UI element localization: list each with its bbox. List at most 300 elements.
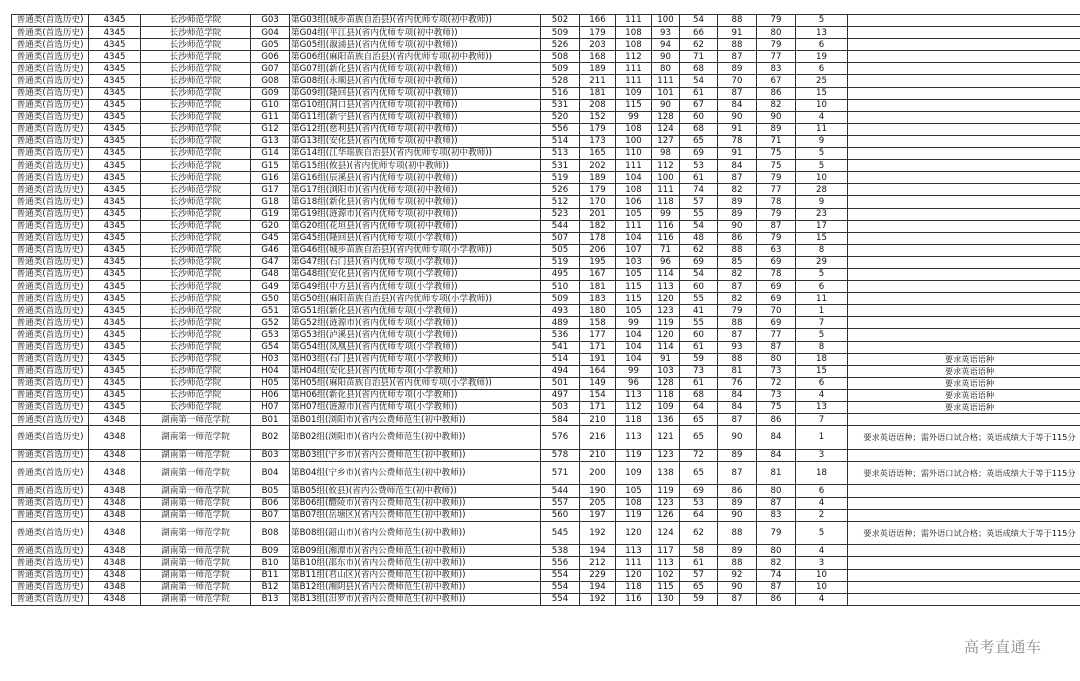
- cell-english-score: 55: [680, 293, 718, 305]
- cell-math-score: 123: [652, 449, 680, 461]
- cell-category: 普通类(首选历史): [12, 341, 89, 353]
- cell-group-name: 第H07组(涟源市)(省内优师专项(小学教师)): [290, 402, 541, 414]
- cell-school-code: 4345: [89, 123, 141, 135]
- cell-category: 普通类(首选历史): [12, 569, 89, 581]
- cell-history-score: 181: [580, 87, 616, 99]
- cell-geography-score: 80: [757, 353, 796, 365]
- cell-english-score: 72: [680, 449, 718, 461]
- cell-school-code: 4348: [89, 485, 141, 497]
- cell-geography-score: 70: [757, 305, 796, 317]
- cell-history-score: 216: [580, 426, 616, 450]
- cell-group-name: 第G17组(浏阳市)(省内优师专项(初中教师)): [290, 184, 541, 196]
- table-row: [12, 15, 1080, 27]
- table-row: [12, 402, 1080, 414]
- cell-history-score: 212: [580, 557, 616, 569]
- cell-group-code: G09: [251, 87, 290, 99]
- cell-group-name: 第G19组(涟源市)(省内优师专项(初中教师)): [290, 208, 541, 220]
- cell-group-name: 第G10组(洞口县)(省内优师专项(初中教师)): [290, 99, 541, 111]
- cell-school-code: 4345: [89, 281, 141, 293]
- cell-remark: [848, 317, 1080, 329]
- cell-group-code: G15: [251, 160, 290, 172]
- cell-politics-score: 93: [718, 341, 757, 353]
- cell-category: 普通类(首选历史): [12, 244, 89, 256]
- cell-total-score: 557: [541, 497, 580, 509]
- cell-rank-count: 5: [796, 15, 848, 27]
- cell-chinese-score: 119: [616, 449, 652, 461]
- cell-remark: [848, 208, 1080, 220]
- cell-english-score: 60: [680, 111, 718, 123]
- cell-politics-score: 88: [718, 15, 757, 27]
- cell-total-score: 523: [541, 208, 580, 220]
- table-row: [12, 172, 1080, 184]
- cell-english-score: 59: [680, 353, 718, 365]
- cell-chinese-score: 116: [616, 593, 652, 605]
- cell-chinese-score: 119: [616, 509, 652, 521]
- cell-remark: [848, 305, 1080, 317]
- cell-english-score: 65: [680, 414, 718, 426]
- cell-chinese-score: 112: [616, 51, 652, 63]
- cell-math-score: 136: [652, 414, 680, 426]
- cell-geography-score: 90: [757, 111, 796, 123]
- cell-school-name: 长沙师范学院: [141, 353, 251, 365]
- cell-history-score: 200: [580, 461, 616, 485]
- cell-school-name: 湖南第一师范学院: [141, 426, 251, 450]
- cell-history-score: 181: [580, 281, 616, 293]
- cell-remark: 要求英语语种: [848, 402, 1080, 414]
- cell-group-code: B12: [251, 581, 290, 593]
- cell-chinese-score: 108: [616, 123, 652, 135]
- cell-chinese-score: 108: [616, 39, 652, 51]
- cell-school-code: 4348: [89, 581, 141, 593]
- cell-group-code: G17: [251, 184, 290, 196]
- cell-rank-count: 6: [796, 281, 848, 293]
- cell-english-score: 41: [680, 305, 718, 317]
- cell-politics-score: 90: [718, 426, 757, 450]
- cell-school-name: 长沙师范学院: [141, 208, 251, 220]
- cell-english-score: 62: [680, 39, 718, 51]
- cell-group-name: 第G20组(花垣县)(省内优师专项(初中教师)): [290, 220, 541, 232]
- cell-school-code: 4345: [89, 184, 141, 196]
- cell-history-score: 165: [580, 148, 616, 160]
- cell-politics-score: 86: [718, 232, 757, 244]
- cell-geography-score: 83: [757, 509, 796, 521]
- cell-english-score: 57: [680, 569, 718, 581]
- cell-group-name: 第G07组(新化县)(省内优师专项(初中教师)): [290, 63, 541, 75]
- cell-group-name: 第G51组(新化县)(省内优师专项(小学教师)): [290, 305, 541, 317]
- cell-category: 普通类(首选历史): [12, 75, 89, 87]
- cell-rank-count: 4: [796, 111, 848, 123]
- cell-history-score: 194: [580, 545, 616, 557]
- cell-remark: 要求英语语种: [848, 377, 1080, 389]
- cell-group-name: 第G52组(涟源市)(省内优师专项(小学教师)): [290, 317, 541, 329]
- cell-english-score: 55: [680, 208, 718, 220]
- cell-politics-score: 88: [718, 557, 757, 569]
- cell-history-score: 177: [580, 329, 616, 341]
- cell-politics-score: 82: [718, 184, 757, 196]
- cell-chinese-score: 118: [616, 414, 652, 426]
- cell-rank-count: 15: [796, 365, 848, 377]
- cell-group-name: 第G15组(攸县)(省内优师专项(初中教师)): [290, 160, 541, 172]
- cell-remark: [848, 569, 1080, 581]
- cell-chinese-score: 111: [616, 15, 652, 27]
- cell-category: 普通类(首选历史): [12, 593, 89, 605]
- cell-group-code: G11: [251, 111, 290, 123]
- cell-english-score: 69: [680, 256, 718, 268]
- cell-politics-score: 79: [718, 305, 757, 317]
- cell-category: 普通类(首选历史): [12, 232, 89, 244]
- table-row: [12, 99, 1080, 111]
- cell-chinese-score: 104: [616, 353, 652, 365]
- cell-history-score: 170: [580, 196, 616, 208]
- cell-geography-score: 67: [757, 75, 796, 87]
- cell-school-name: 长沙师范学院: [141, 39, 251, 51]
- cell-category: 普通类(首选历史): [12, 377, 89, 389]
- cell-english-score: 64: [680, 509, 718, 521]
- cell-rank-count: 5: [796, 148, 848, 160]
- cell-group-name: 第G04组(平江县)(省内优师专项(初中教师)): [290, 27, 541, 39]
- cell-english-score: 67: [680, 99, 718, 111]
- cell-chinese-score: 113: [616, 426, 652, 450]
- cell-english-score: 62: [680, 244, 718, 256]
- cell-remark: [848, 63, 1080, 75]
- cell-english-score: 53: [680, 160, 718, 172]
- cell-group-code: B01: [251, 414, 290, 426]
- cell-math-score: 80: [652, 63, 680, 75]
- cell-group-name: 第B05组(攸县)(省内公费师范生(初中教师)): [290, 485, 541, 497]
- cell-politics-score: 70: [718, 75, 757, 87]
- cell-math-score: 113: [652, 281, 680, 293]
- cell-english-score: 55: [680, 317, 718, 329]
- cell-group-name: 第G49组(中方县)(省内优师专项(小学教师)): [290, 281, 541, 293]
- cell-geography-score: 80: [757, 27, 796, 39]
- cell-rank-count: 3: [796, 449, 848, 461]
- cell-politics-score: 87: [718, 593, 757, 605]
- cell-rank-count: 4: [796, 389, 848, 401]
- cell-total-score: 494: [541, 365, 580, 377]
- cell-group-code: G49: [251, 281, 290, 293]
- cell-school-name: 长沙师范学院: [141, 63, 251, 75]
- cell-rank-count: 10: [796, 581, 848, 593]
- cell-total-score: 510: [541, 281, 580, 293]
- cell-english-score: 60: [680, 281, 718, 293]
- cell-math-score: 100: [652, 15, 680, 27]
- cell-school-code: 4345: [89, 293, 141, 305]
- cell-school-code: 4348: [89, 426, 141, 450]
- cell-chinese-score: 104: [616, 341, 652, 353]
- cell-politics-score: 81: [718, 365, 757, 377]
- cell-remark: [848, 293, 1080, 305]
- cell-remark: [848, 99, 1080, 111]
- cell-remark: [848, 509, 1080, 521]
- cell-math-score: 120: [652, 329, 680, 341]
- cell-school-code: 4348: [89, 569, 141, 581]
- cell-school-name: 长沙师范学院: [141, 51, 251, 63]
- cell-school-code: 4345: [89, 305, 141, 317]
- cell-chinese-score: 105: [616, 208, 652, 220]
- cell-politics-score: 91: [718, 148, 757, 160]
- cell-geography-score: 78: [757, 268, 796, 280]
- cell-group-code: G16: [251, 172, 290, 184]
- cell-group-name: 第G47组(石门县)(省内优师专项(小学教师)): [290, 256, 541, 268]
- cell-group-name: 第G06组(麻阳苗族自治县)(省内优师专项(初中教师)): [290, 51, 541, 63]
- cell-math-score: 116: [652, 220, 680, 232]
- cell-rank-count: 6: [796, 39, 848, 51]
- cell-school-name: 长沙师范学院: [141, 184, 251, 196]
- cell-group-code: B02: [251, 426, 290, 450]
- cell-english-score: 65: [680, 461, 718, 485]
- cell-category: 普通类(首选历史): [12, 99, 89, 111]
- cell-geography-score: 73: [757, 365, 796, 377]
- cell-group-name: 第G53组(泸溪县)(省内优师专项(小学教师)): [290, 329, 541, 341]
- cell-politics-score: 84: [718, 389, 757, 401]
- cell-group-name: 第G08组(永顺县)(省内优师专项(初中教师)): [290, 75, 541, 87]
- cell-category: 普通类(首选历史): [12, 497, 89, 509]
- cell-math-score: 91: [652, 353, 680, 365]
- table-row: [12, 545, 1080, 557]
- cell-history-score: 210: [580, 449, 616, 461]
- table-row: [12, 414, 1080, 426]
- cell-history-score: 195: [580, 256, 616, 268]
- cell-group-code: B08: [251, 521, 290, 545]
- cell-group-code: G10: [251, 99, 290, 111]
- cell-group-name: 第G12组(慈利县)(省内优师专项(初中教师)): [290, 123, 541, 135]
- cell-politics-score: 87: [718, 87, 757, 99]
- cell-geography-score: 79: [757, 232, 796, 244]
- cell-rank-count: 10: [796, 172, 848, 184]
- cell-school-code: 4345: [89, 15, 141, 27]
- watermark: 高考直通车: [964, 638, 1042, 656]
- cell-remark: [848, 15, 1080, 27]
- cell-school-name: 湖南第一师范学院: [141, 449, 251, 461]
- cell-school-name: 湖南第一师范学院: [141, 593, 251, 605]
- cell-rank-count: 9: [796, 135, 848, 147]
- cell-group-name: 第B11组(君山区)(省内公费师范生(初中教师)): [290, 569, 541, 581]
- cell-category: 普通类(首选历史): [12, 184, 89, 196]
- cell-school-name: 长沙师范学院: [141, 196, 251, 208]
- table-row: [12, 184, 1080, 196]
- cell-group-code: G08: [251, 75, 290, 87]
- cell-rank-count: 8: [796, 244, 848, 256]
- cell-rank-count: 6: [796, 485, 848, 497]
- cell-total-score: 512: [541, 196, 580, 208]
- cell-english-score: 61: [680, 557, 718, 569]
- cell-politics-score: 90: [718, 581, 757, 593]
- cell-rank-count: 5: [796, 160, 848, 172]
- cell-geography-score: 86: [757, 593, 796, 605]
- table-row: [12, 461, 1080, 485]
- cell-school-name: 长沙师范学院: [141, 15, 251, 27]
- cell-rank-count: 25: [796, 75, 848, 87]
- cell-remark: [848, 111, 1080, 123]
- cell-english-score: 59: [680, 593, 718, 605]
- cell-geography-score: 80: [757, 485, 796, 497]
- table-row: [12, 509, 1080, 521]
- cell-category: 普通类(首选历史): [12, 256, 89, 268]
- cell-history-score: 183: [580, 293, 616, 305]
- cell-total-score: 544: [541, 220, 580, 232]
- cell-rank-count: 29: [796, 256, 848, 268]
- cell-group-code: G06: [251, 51, 290, 63]
- cell-school-name: 长沙师范学院: [141, 305, 251, 317]
- cell-geography-score: 69: [757, 317, 796, 329]
- table-row: [12, 377, 1080, 389]
- cell-group-name: 第H03组(石门县)(省内优师专项(小学教师)): [290, 353, 541, 365]
- cell-geography-score: 81: [757, 461, 796, 485]
- cell-remark: [848, 184, 1080, 196]
- cell-group-code: G18: [251, 196, 290, 208]
- cell-chinese-score: 111: [616, 557, 652, 569]
- cell-history-score: 164: [580, 365, 616, 377]
- table-row: [12, 160, 1080, 172]
- cell-category: 普通类(首选历史): [12, 557, 89, 569]
- table-row: [12, 581, 1080, 593]
- cell-school-code: 4348: [89, 497, 141, 509]
- cell-total-score: 526: [541, 184, 580, 196]
- cell-math-score: 90: [652, 51, 680, 63]
- cell-rank-count: 6: [796, 63, 848, 75]
- cell-politics-score: 87: [718, 172, 757, 184]
- cell-geography-score: 75: [757, 148, 796, 160]
- cell-chinese-score: 100: [616, 135, 652, 147]
- cell-geography-score: 86: [757, 414, 796, 426]
- cell-school-name: 湖南第一师范学院: [141, 581, 251, 593]
- cell-group-code: G54: [251, 341, 290, 353]
- cell-math-score: 99: [652, 208, 680, 220]
- cell-total-score: 501: [541, 377, 580, 389]
- cell-category: 普通类(首选历史): [12, 521, 89, 545]
- cell-school-code: 4345: [89, 75, 141, 87]
- cell-group-name: 第G14组(江华瑶族自治县)(省内优师专项(初中教师)): [290, 148, 541, 160]
- cell-remark: [848, 414, 1080, 426]
- cell-group-code: B04: [251, 461, 290, 485]
- cell-category: 普通类(首选历史): [12, 545, 89, 557]
- cell-remark: [848, 196, 1080, 208]
- cell-chinese-score: 111: [616, 63, 652, 75]
- cell-geography-score: 82: [757, 99, 796, 111]
- cell-school-code: 4348: [89, 593, 141, 605]
- table-row: [12, 148, 1080, 160]
- cell-category: 普通类(首选历史): [12, 353, 89, 365]
- cell-group-code: H07: [251, 402, 290, 414]
- cell-math-score: 94: [652, 39, 680, 51]
- cell-history-score: 179: [580, 123, 616, 135]
- cell-group-code: G19: [251, 208, 290, 220]
- cell-math-score: 113: [652, 557, 680, 569]
- cell-rank-count: 19: [796, 51, 848, 63]
- cell-history-score: 171: [580, 402, 616, 414]
- cell-politics-score: 82: [718, 293, 757, 305]
- cell-english-score: 61: [680, 377, 718, 389]
- cell-school-name: 长沙师范学院: [141, 293, 251, 305]
- cell-english-score: 61: [680, 341, 718, 353]
- cell-rank-count: 5: [796, 521, 848, 545]
- cell-english-score: 74: [680, 184, 718, 196]
- cell-group-code: B03: [251, 449, 290, 461]
- cell-total-score: 554: [541, 581, 580, 593]
- cell-remark: [848, 148, 1080, 160]
- cell-total-score: 571: [541, 461, 580, 485]
- cell-school-code: 4345: [89, 196, 141, 208]
- cell-remark: 要求英语语种: [848, 389, 1080, 401]
- cell-math-score: 124: [652, 123, 680, 135]
- cell-chinese-score: 99: [616, 365, 652, 377]
- cell-category: 普通类(首选历史): [12, 414, 89, 426]
- cell-history-score: 171: [580, 341, 616, 353]
- cell-school-name: 湖南第一师范学院: [141, 461, 251, 485]
- cell-english-score: 69: [680, 148, 718, 160]
- cell-total-score: 497: [541, 389, 580, 401]
- cell-english-score: 68: [680, 389, 718, 401]
- cell-school-code: 4345: [89, 341, 141, 353]
- cell-english-score: 68: [680, 123, 718, 135]
- cell-chinese-score: 115: [616, 99, 652, 111]
- cell-total-score: 578: [541, 449, 580, 461]
- cell-remark: [848, 449, 1080, 461]
- cell-group-code: G48: [251, 268, 290, 280]
- cell-total-score: 536: [541, 329, 580, 341]
- cell-school-name: 长沙师范学院: [141, 135, 251, 147]
- cell-history-score: 154: [580, 389, 616, 401]
- cell-history-score: 192: [580, 521, 616, 545]
- cell-school-code: 4348: [89, 509, 141, 521]
- cell-school-name: 长沙师范学院: [141, 365, 251, 377]
- table-row: [12, 196, 1080, 208]
- cell-category: 普通类(首选历史): [12, 402, 89, 414]
- cell-total-score: 545: [541, 521, 580, 545]
- cell-politics-score: 84: [718, 99, 757, 111]
- cell-remark: [848, 39, 1080, 51]
- cell-group-code: G04: [251, 27, 290, 39]
- cell-group-name: 第G09组(隆回县)(省内优师专项(初中教师)): [290, 87, 541, 99]
- cell-category: 普通类(首选历史): [12, 87, 89, 99]
- cell-english-score: 69: [680, 485, 718, 497]
- cell-chinese-score: 104: [616, 232, 652, 244]
- cell-geography-score: 75: [757, 402, 796, 414]
- cell-remark: [848, 268, 1080, 280]
- table-row: [12, 389, 1080, 401]
- cell-rank-count: 8: [796, 341, 848, 353]
- cell-math-score: 126: [652, 509, 680, 521]
- cell-school-code: 4345: [89, 39, 141, 51]
- table-row: [12, 353, 1080, 365]
- cell-chinese-score: 104: [616, 172, 652, 184]
- cell-math-score: 121: [652, 426, 680, 450]
- cell-school-code: 4345: [89, 268, 141, 280]
- cell-geography-score: 73: [757, 389, 796, 401]
- cell-chinese-score: 112: [616, 402, 652, 414]
- cell-rank-count: 11: [796, 123, 848, 135]
- cell-chinese-score: 108: [616, 497, 652, 509]
- cell-english-score: 65: [680, 581, 718, 593]
- cell-history-score: 194: [580, 581, 616, 593]
- cell-history-score: 173: [580, 135, 616, 147]
- cell-english-score: 48: [680, 232, 718, 244]
- cell-politics-score: 87: [718, 414, 757, 426]
- cell-politics-score: 87: [718, 461, 757, 485]
- cell-total-score: 531: [541, 160, 580, 172]
- cell-school-code: 4345: [89, 232, 141, 244]
- cell-school-code: 4348: [89, 461, 141, 485]
- cell-geography-score: 75: [757, 160, 796, 172]
- cell-school-name: 湖南第一师范学院: [141, 414, 251, 426]
- cell-category: 普通类(首选历史): [12, 148, 89, 160]
- cell-school-name: 湖南第一师范学院: [141, 569, 251, 581]
- cell-history-score: 191: [580, 353, 616, 365]
- cell-school-code: 4348: [89, 449, 141, 461]
- cell-rank-count: 4: [796, 593, 848, 605]
- cell-chinese-score: 105: [616, 305, 652, 317]
- cell-total-score: 516: [541, 87, 580, 99]
